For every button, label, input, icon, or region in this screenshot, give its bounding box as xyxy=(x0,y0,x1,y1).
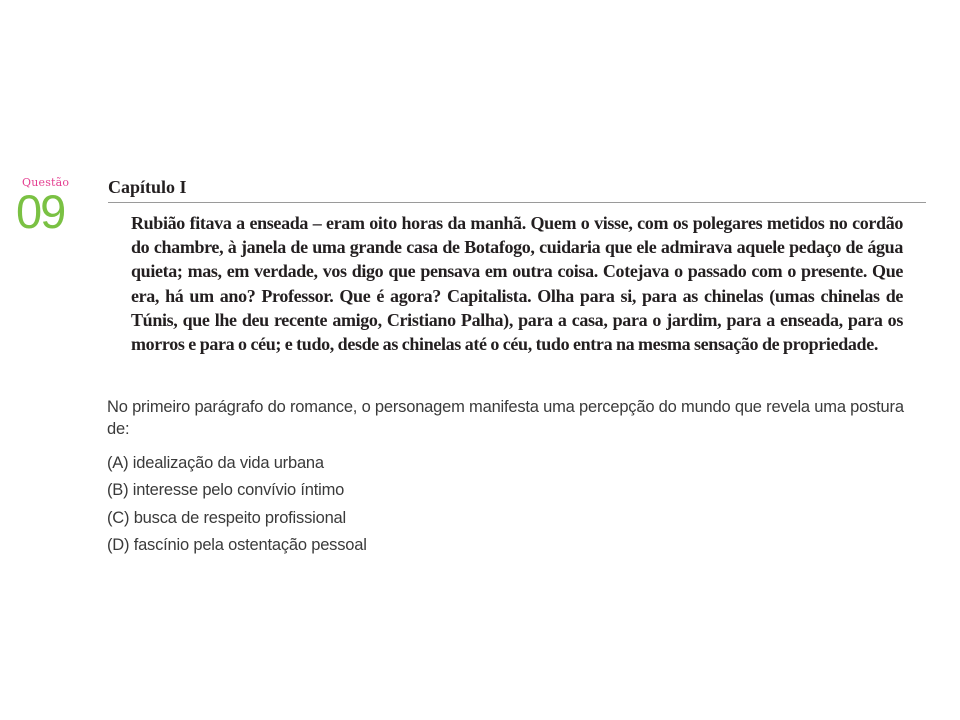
title-divider xyxy=(108,202,926,203)
option-d[interactable]: (D) fascínio pela ostentação pessoal xyxy=(107,535,367,554)
option-b[interactable]: (B) interesse pelo convívio íntimo xyxy=(107,481,345,500)
option-c[interactable]: (C) busca de respeito profissional xyxy=(107,508,346,527)
question-number: 09 xyxy=(16,185,65,238)
answer-options xyxy=(107,450,367,559)
option-a[interactable]: (A) idealização da vida urbana xyxy=(107,454,324,472)
excerpt-paragraph: Rubião fitava a enseada – eram oito horas da manhã. Quem o visse, com os polegares metidos no cordão do chambre, à janela de uma grande casa de Botafogo, cuidaria que ele admirava aquele pedaço de água quieta; mas, em verdade, vos digo que pensava em outra coisa. Cotejava o passado com o presente. Que era, há um ano? Professor. Que é agora? Capitalista. Olha para si, para as chinelas (umas chinelas de Túnis, que lhe deu recente amigo, Cristiano Palha), para a casa, para o jardim, para a enseada, para os morros e para o céu; e tudo, desde as chinelas até o céu, tudo entra na mesma sensação de propriedade. xyxy=(131,213,903,355)
question-prompt: No primeiro parágrafo do romance, o personagem manifesta uma percepção do mundo que revela uma postura de: xyxy=(107,398,904,438)
chapter-title: Capítulo I xyxy=(108,177,187,197)
question-label: Questão xyxy=(22,176,70,189)
